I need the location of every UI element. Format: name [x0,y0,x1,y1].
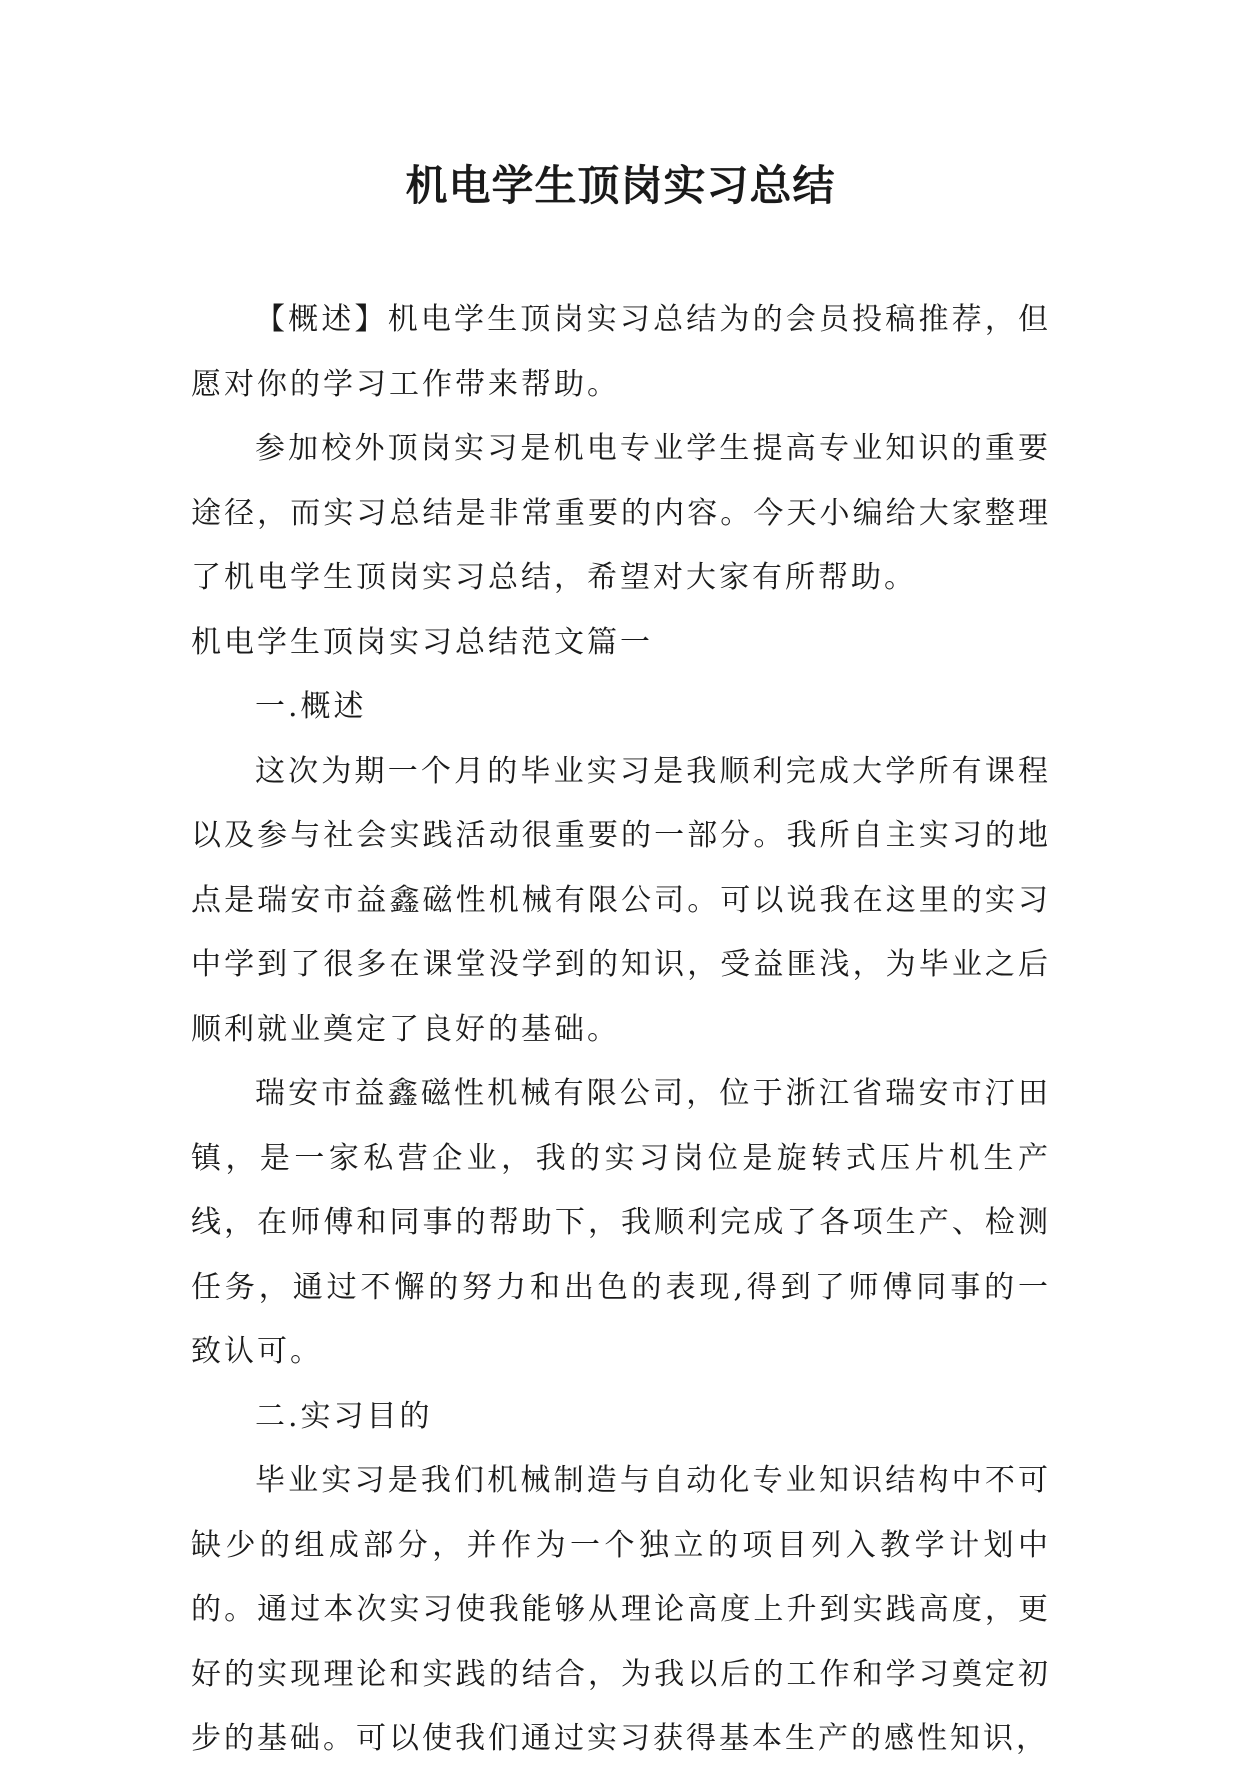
paragraph-internship-purpose: 毕业实习是我们机械制造与自动化专业知识结构中不可缺少的组成部分，并作为一个独立的项目列入教学计划中的。通过本次实习使我能够从理论高度上升到实践高度，更好的实现理论和实践的结合，为我以后的工作和学习奠定初步的基础。可以使我们通过实习获得基本生产的感性知识， [191,1463,1051,1756]
paragraph-introduction: 参加校外顶岗实习是机电专业学生提高专业知识的重要途径，而实习总结是非常重要的内容。今天小编给大家整理了机电学生顶岗实习总结，希望对大家有所帮助。 [191,431,1051,595]
section-heading-purpose: 二.实习目的 [255,1398,433,1434]
paragraph-overview-intro: 【概述】机电学生顶岗实习总结为的会员投稿推荐，但愿对你的学习工作带来帮助。 [191,302,1051,402]
section-heading-overview: 一.概述 [255,689,367,724]
paragraph-internship-summary: 这次为期一个月的毕业实习是我顺利完成大学所有课程以及参与社会实践活动很重要的一部分。我所自主实习的地点是瑞安市益鑫磁性机械有限公司。可以说我在这里的实习中学到了很多在课堂没学到的知识，受益匪浅，为毕业之后顺利就业奠定了良好的基础。 [191,753,1051,1047]
document-title: 机电学生顶岗实习总结 [405,161,836,210]
document-body [191,288,1051,1772]
section-heading-sample-one: 机电学生顶岗实习总结范文篇一 [191,624,653,660]
paragraph-company-description: 瑞安市益鑫磁性机械有限公司，位于浙江省瑞安市汀田镇，是一家私营企业，我的实习岗位是旋转式压片机生产线，在师傅和同事的帮助下，我顺利完成了各项生产、检测任务，通过不懈的努力和出色的表现,得到了师傅同事的一致认可。 [191,1076,1051,1369]
